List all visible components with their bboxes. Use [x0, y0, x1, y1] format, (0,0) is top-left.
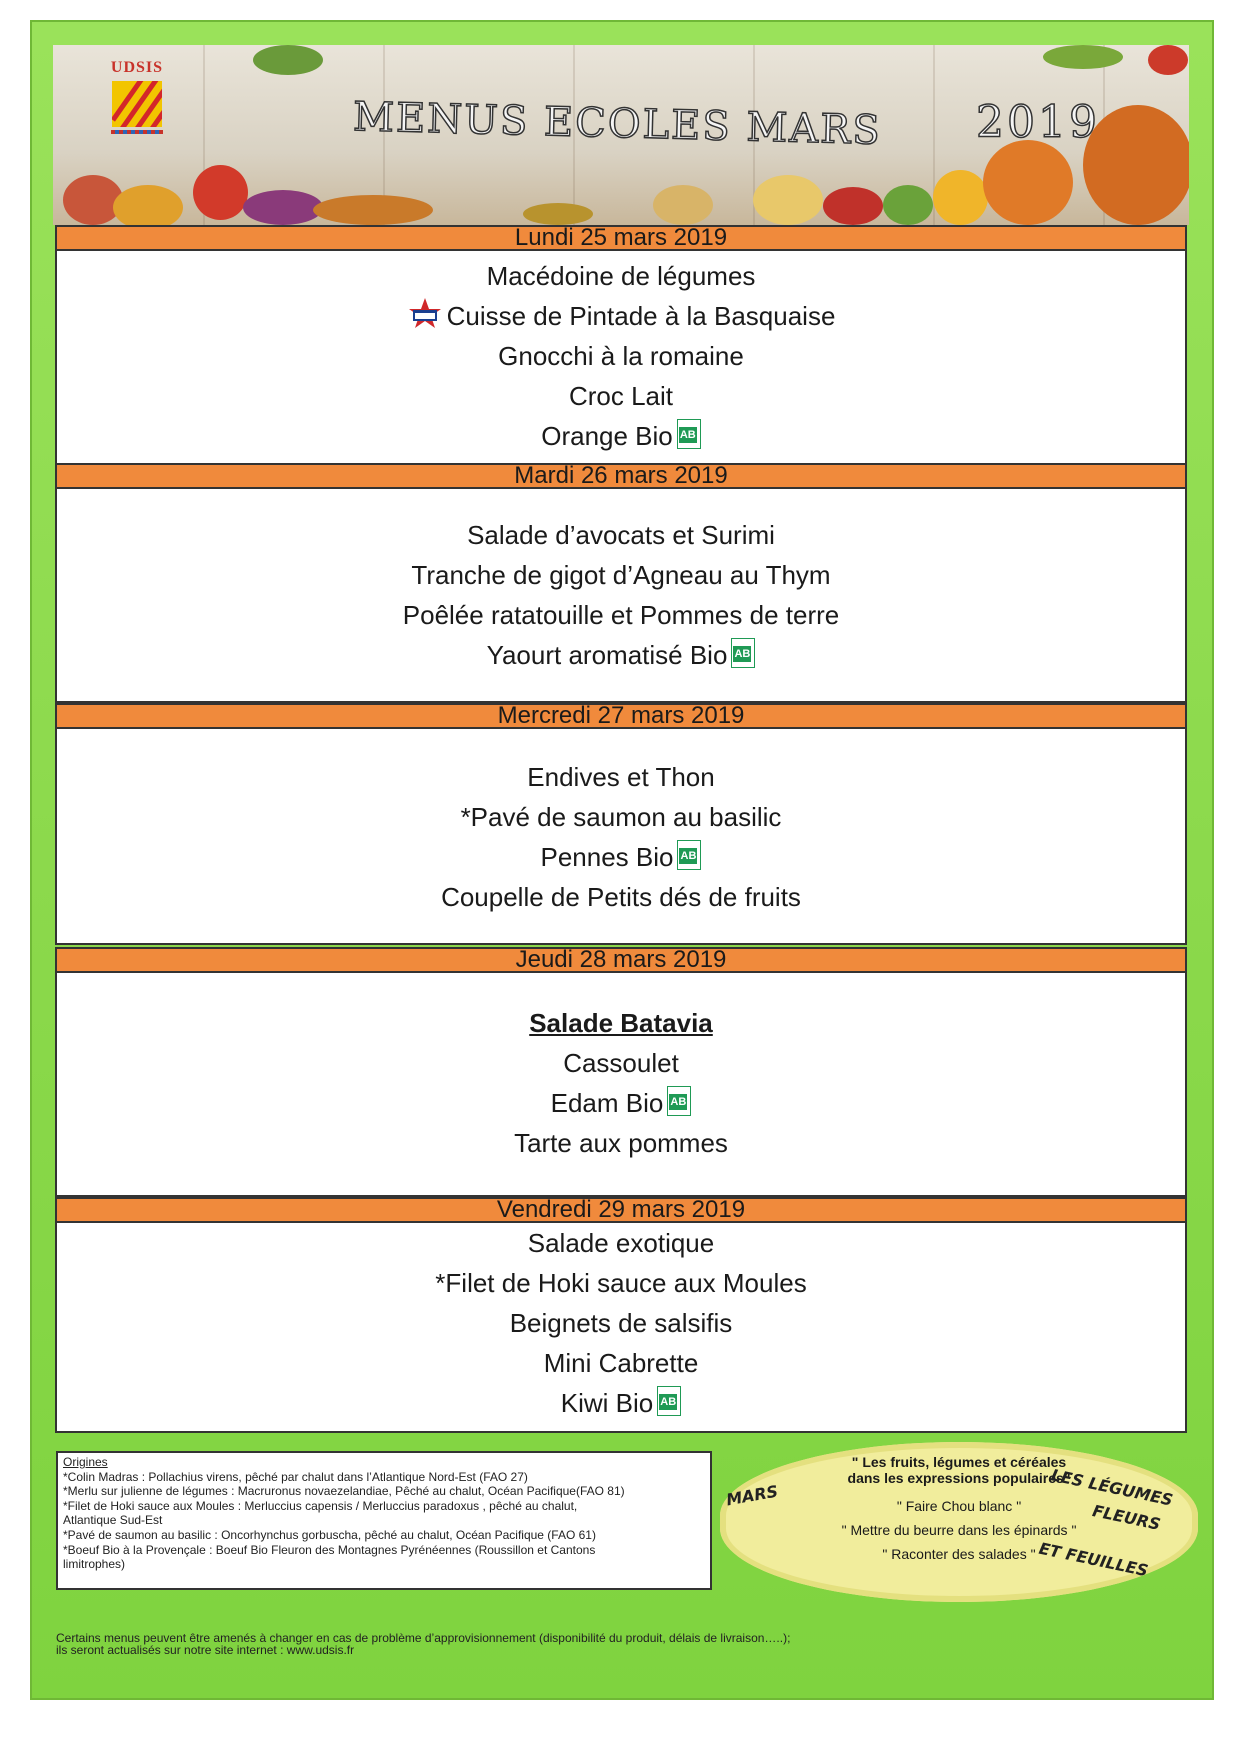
dish-item: Kiwi BioAB	[57, 1383, 1185, 1423]
origins-line: *Filet de Hoki sauce aux Moules : Merluccius capensis / Merluccius paradoxus , pêché au chalut,	[63, 1498, 578, 1513]
dish-item: Salade exotique	[527, 1228, 715, 1258]
dish-item: Cuisse de Pintade à la Basquaise	[57, 296, 1185, 336]
page-title: MENUS ECOLES MARS	[352, 94, 883, 154]
label-rouge-icon	[407, 297, 443, 331]
ab-bio-label-icon	[731, 638, 755, 668]
expression-line: " Mettre du beurre dans les épinards "	[841, 1522, 1077, 1538]
expression-line: " Raconter des salades "	[882, 1546, 1036, 1562]
dish-item: Edam BioAB	[57, 1083, 1185, 1123]
dish-item: Gnocchi à la romaine	[498, 341, 744, 371]
day-block-mardi	[55, 463, 1187, 703]
page-year: 2019	[976, 97, 1100, 148]
expression-line: " Faire Chou blanc "	[896, 1498, 1022, 1514]
theme-label: LES LÉGUMES	[1049, 1465, 1175, 1510]
mars-label: MARS	[724, 1481, 780, 1510]
dish-item: Endives et Thon	[527, 762, 715, 792]
day-block-lundi	[55, 225, 1187, 465]
dish-item: Croc Lait	[568, 381, 674, 411]
day-header: Mardi 26 mars 2019	[55, 463, 1187, 489]
day-header: Lundi 25 mars 2019	[55, 225, 1187, 251]
dish-item: Beignets de salsifis	[509, 1308, 733, 1338]
dish-item: Tranche de gigot d’Agneau au Thym	[411, 560, 831, 590]
dish-item: Pennes BioAB	[57, 837, 1185, 877]
footnote-line: ils seront actualisés sur notre site internet : www.udsis.fr	[56, 1643, 355, 1657]
dish-item: Cassoulet	[563, 1048, 679, 1078]
dish-item: Orange BioAB	[57, 416, 1185, 456]
day-block-mercredi	[55, 703, 1187, 945]
ab-bio-label-icon	[677, 419, 701, 449]
origins-line: *Merlu sur julienne de légumes : Macruronus novaezelandiae, Pêché au chalut, Océan Pacifique(FAO 81)	[63, 1484, 625, 1499]
ab-bio-label-icon	[657, 1386, 681, 1416]
dish-item: Poêlée ratatouille et Pommes de terre	[402, 600, 840, 630]
bubble-heading: dans les expressions populaires"	[847, 1470, 1071, 1486]
day-header: Jeudi 28 mars 2019	[55, 947, 1187, 973]
origins-line: limitrophes)	[63, 1557, 126, 1572]
day-block-jeudi	[55, 947, 1187, 1197]
origins-line: *Boeuf Bio à la Provençale : Boeuf Bio Fleuron des Montagnes Pyrénéennes (Roussillon et Cantons	[63, 1542, 596, 1557]
day-block-vendredi	[55, 1197, 1187, 1433]
footnote-line: Certains menus peuvent être amenés à changer en cas de problème d’approvisionnement (disponibilité du produit, délais de livraison…..);	[56, 1631, 791, 1645]
origins-title: Origines	[63, 1455, 108, 1469]
origins-line: *Pavé de saumon au basilic : Oncorhynchus gorbuscha, pêché au chalut, Océan Pacifique (FAO 61)	[63, 1527, 596, 1542]
dish-item: *Pavé de saumon au basilic	[460, 802, 782, 832]
ab-bio-label-icon	[677, 840, 701, 870]
bubble-heading: " Les fruits, légumes et céréales	[851, 1454, 1067, 1470]
dish-item: Coupelle de Petits dés de fruits	[441, 882, 801, 912]
day-header: Mercredi 27 mars 2019	[55, 703, 1187, 729]
dish-item: Salade Batavia	[529, 1008, 713, 1038]
dish-item: Mini Cabrette	[543, 1348, 699, 1378]
origins-box	[56, 1451, 712, 1590]
origins-line: Atlantique Sud-Est	[63, 1513, 163, 1528]
ab-bio-label-icon	[667, 1086, 691, 1116]
dish-item: Salade d’avocats et Surimi	[467, 520, 775, 550]
theme-label: FLEURS	[1090, 1501, 1163, 1534]
header-banner	[53, 45, 1189, 225]
udsis-logo	[104, 59, 170, 167]
origins-line: *Colin Madras : Pollachius virens, pêché par chalut dans l’Atlantique Nord-Est (FAO 27)	[63, 1469, 528, 1484]
dish-item: *Filet de Hoki sauce aux Moules	[435, 1268, 807, 1298]
dish-item: Macédoine de légumes	[486, 261, 756, 291]
theme-label: ET FEUILLES	[1037, 1538, 1150, 1581]
day-header: Vendredi 29 mars 2019	[55, 1197, 1187, 1223]
footnote	[56, 1632, 790, 1656]
logo-text: UDSIS	[110, 59, 164, 76]
expressions-bubble	[720, 1442, 1198, 1602]
dish-item: Yaourt aromatisé BioAB	[57, 635, 1185, 675]
dish-item: Tarte aux pommes	[514, 1128, 728, 1158]
